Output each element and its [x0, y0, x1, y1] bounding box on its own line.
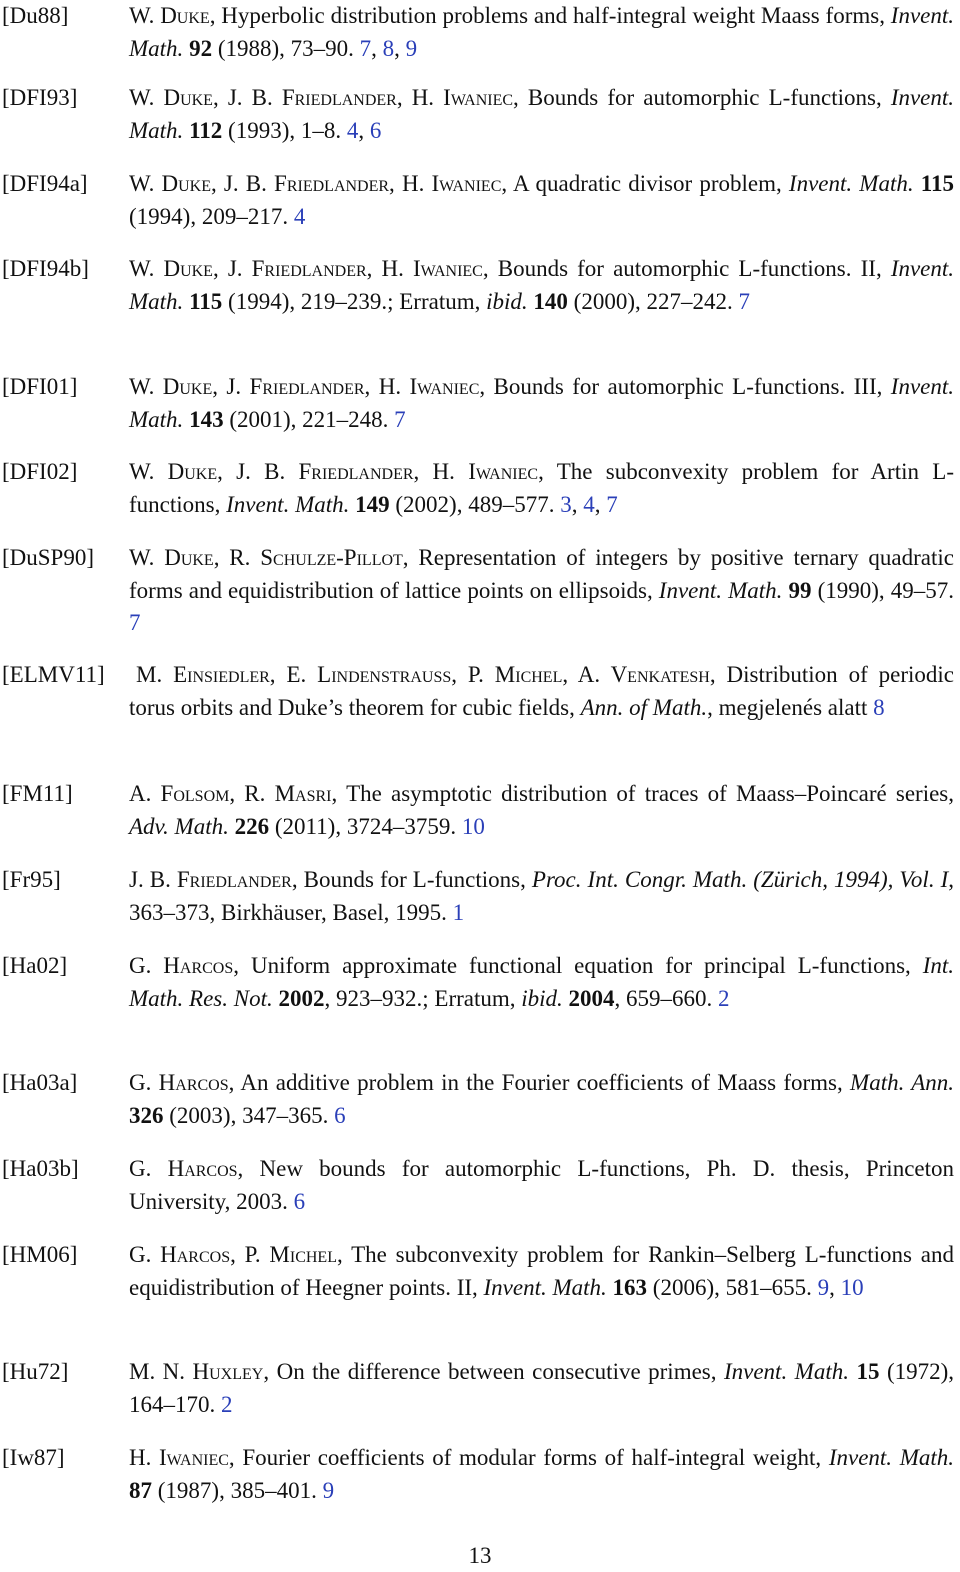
backref-link[interactable]: 6 — [369, 117, 382, 143]
reference-key: [Ha02] — [2, 953, 68, 978]
reference-key: [Ha03b] — [2, 1156, 79, 1181]
reference-body: G. Harcos, Uniform approximate functional equation for principal L-functions, Int. Math. Res. Not. 2002, 923–932.; Erratum, ibid. 2004, 659–660. 2 — [129, 953, 955, 1011]
backref-link[interactable]: 7 — [359, 35, 372, 61]
reference-journal: Invent. Math. — [129, 3, 955, 61]
reference-erratum-pages: (2000), 227–242. — [567, 288, 739, 314]
backref-link[interactable]: 7 — [394, 406, 406, 432]
reference-pages: (1972), 164–170. — [129, 1359, 955, 1417]
reference-key: [FM11] — [2, 781, 73, 806]
reference-key: [DFI94b] — [2, 256, 89, 281]
reference-erratum-journal: ibid. — [486, 288, 528, 314]
reference-body: M. Einsiedler, E. Lindenstrauss, P. Michel, A. Venkatesh, Distribution of periodic torus orbits and Duke’s theorem for cubic fields, Ann. of Math., megjelenés alatt 8 — [129, 662, 955, 720]
reference-pages: (1993), 1–8. — [222, 117, 347, 143]
reference-body: J. B. Friedlander, Bounds for L-functions, Proc. Int. Congr. Math. (Zürich, 1994), Vol. I, 363–373, Birkhäuser, Basel, 1995. 1 — [129, 867, 955, 925]
reference-journal: Invent. Math. — [483, 1274, 607, 1300]
reference-journal: Invent. Math. — [129, 374, 954, 432]
reference-title: Hyperbolic distribution problems and half-integral weight Maass forms — [221, 3, 880, 28]
reference-volume: 99 — [788, 577, 812, 603]
reference-journal: Invent. Math. — [658, 577, 783, 603]
reference-pages: (1994), 209–217. — [129, 203, 294, 229]
reference-title: Representation of integers by positive ternary quadratic forms and equidistribution of lattice points on ellipsoids — [129, 545, 954, 603]
reference-key: [Fr95] — [2, 867, 61, 892]
reference-journal: Math. Ann. — [850, 1070, 955, 1095]
reference-volume: 149 — [355, 491, 390, 517]
reference-volume: 92 — [189, 35, 213, 61]
backref-link[interactable]: 4 — [583, 491, 595, 517]
reference-body: W. Duke, J. Friedlander, H. Iwaniec, Bounds for automorphic L-functions. II, Invent. Math. 115 (1994), 219–239.; Erratum, ibid. 140 (2000), 227–242. 7 — [129, 256, 955, 314]
reference-authors: W. Duke, J. Friedlander, H. Iwaniec — [129, 374, 480, 399]
reference-key: [Du88] — [2, 3, 69, 28]
reference-body: W. Duke, Hyperbolic distribution problems and half-integral weight Maass forms, Invent. Math. 92 (1988), 73–90. 7, 8, 9 — [129, 3, 955, 61]
reference-authors: A. Folsom, R. Masri — [129, 781, 332, 806]
reference-title: On the difference between consecutive primes — [276, 1359, 711, 1384]
reference-pages: (1988), 73–90. — [212, 35, 360, 61]
reference-volume: 112 — [189, 117, 223, 143]
backref-link[interactable]: 6 — [334, 1102, 346, 1128]
reference-authors: H. Iwaniec — [129, 1445, 229, 1470]
reference-title: Bounds for automorphic L-functions — [527, 85, 876, 110]
reference-journal: Invent. Math. — [226, 491, 350, 517]
reference-body: A. Folsom, R. Masri, The asymptotic distribution of traces of Maass–Poincaré series, Adv. Math. 226 (2011), 3724–3759. 10 — [129, 781, 955, 839]
reference-volume: 163 — [612, 1274, 648, 1300]
reference-title: New bounds for automorphic L-functions, Ph. D. thesis, Princeton University, 2003. — [129, 1156, 954, 1214]
reference-authors: M. N. Huxley — [129, 1359, 264, 1384]
reference-volume: 115 — [920, 171, 954, 196]
page-number: 13 — [468, 1543, 492, 1568]
reference-pages: (2006), 581–655. — [647, 1274, 818, 1300]
reference-authors: G. Harcos — [129, 1070, 229, 1095]
reference-key: [DFI02] — [2, 459, 78, 484]
reference-authors: J. B. Friedlander — [129, 867, 292, 892]
reference-erratum-journal: ibid. — [521, 985, 563, 1011]
reference-authors: W. Duke, J. Friedlander, H. Iwaniec — [129, 256, 483, 281]
backref-link[interactable]: 7 — [606, 491, 618, 517]
reference-authors: W. Duke, J. B. Friedlander, H. Iwaniec — [129, 171, 502, 196]
backref-link[interactable]: 1 — [452, 899, 465, 925]
reference-authors: G. Harcos, P. Michel — [129, 1242, 337, 1267]
reference-erratum-volume: 140 — [533, 288, 568, 314]
reference-title: A quadratic divisor problem — [513, 171, 776, 196]
reference-volume: 226 — [234, 813, 270, 839]
reference-volume: 143 — [189, 406, 224, 432]
reference-key: [Iw87] — [2, 1445, 65, 1470]
backref-link[interactable]: 9 — [405, 35, 418, 61]
reference-volume: 87 — [129, 1477, 152, 1503]
reference-title: An additive problem in the Fourier coefficients of Maass forms — [240, 1070, 837, 1095]
reference-journal: Invent. Math. — [129, 85, 955, 143]
reference-body: W. Duke, R. Schulze-Pillot, Representation of integers by positive ternary quadratic forms and equidistribution of lattice points on ellipsoids, Invent. Math. 99 (1990), 49–57. 7 — [129, 545, 954, 635]
backref-link[interactable]: 7 — [129, 610, 141, 635]
reference-erratum-volume: 2004 — [568, 985, 615, 1011]
reference-body: W. Duke, J. B. Friedlander, H. Iwaniec, A quadratic divisor problem, Invent. Math. 115 (1994), 209–217. 4 — [129, 171, 954, 229]
backref-link[interactable]: 2 — [718, 985, 730, 1011]
reference-journal: Proc. Int. Congr. Math. (Zürich, 1994), Vol. I — [531, 867, 949, 892]
backref-link[interactable]: 10 — [461, 813, 485, 839]
backref-link[interactable]: 8 — [873, 694, 885, 720]
reference-body: W. Duke, J. B. Friedlander, H. Iwaniec, The subconvexity problem for Artin L-functions, Invent. Math. 149 (2002), 489–577. 3, 4, 7 — [129, 459, 954, 517]
reference-pages: (1994), 219–239.; Erratum, — [222, 288, 487, 314]
reference-journal: Invent. Math. — [788, 171, 914, 196]
reference-key: [ELMV11] — [2, 662, 105, 687]
reference-title: Distribution of periodic torus orbits and Duke’s theorem for cubic fields — [129, 662, 955, 720]
reference-pages: (1987), 385–401. — [152, 1477, 323, 1503]
reference-pages: (2001), 221–248. — [223, 406, 395, 432]
reference-pages: , 923–932.; Erratum, — [324, 985, 522, 1011]
reference-key: [DFI01] — [2, 374, 78, 399]
reference-journal: Adv. Math. — [129, 813, 229, 839]
reference-erratum-pages: , 659–660. — [614, 985, 719, 1011]
reference-key: [Ha03a] — [2, 1070, 78, 1095]
reference-status: , megjelenés alatt — [707, 694, 874, 720]
backref-link[interactable]: 3 — [560, 491, 572, 517]
reference-key: [DFI94a] — [2, 171, 88, 196]
reference-key: [HM06] — [2, 1242, 78, 1267]
reference-journal: Int. Math. Res. Not. — [129, 953, 955, 1011]
reference-body: M. N. Huxley, On the difference between consecutive primes, Invent. Math. 15 (1972), 164–170. 2 — [129, 1359, 955, 1417]
backref-link[interactable]: 4 — [293, 203, 306, 229]
reference-pages: (1990), 49–57. — [811, 577, 954, 603]
reference-authors: G. Harcos — [129, 953, 234, 978]
reference-body: G. Harcos, New bounds for automorphic L-functions, Ph. D. thesis, Princeton University, 2003. 6 — [129, 1156, 954, 1214]
reference-authors: G. Harcos — [129, 1156, 238, 1181]
reference-key: [DuSP90] — [2, 545, 95, 570]
reference-body: H. Iwaniec, Fourier coefficients of modular forms of half-integral weight, Invent. Math. 87 (1987), 385–401. 9 — [129, 1445, 955, 1503]
reference-body: W. Duke, J. Friedlander, H. Iwaniec, Bounds for automorphic L-functions. III, Invent. Math. 143 (2001), 221–248. 7 — [129, 374, 954, 432]
reference-title: Fourier coefficients of modular forms of half-integral weight — [242, 1445, 816, 1470]
backref-link[interactable]: 7 — [738, 288, 750, 314]
reference-title: The subconvexity problem for Rankin–Selberg L-functions and equidistribution of Heegner points. II — [129, 1242, 954, 1300]
reference-authors: M. Einsiedler, E. Lindenstrauss, P. Michel, A. Venkatesh — [136, 662, 710, 687]
reference-journal: Invent. Math. — [828, 1445, 955, 1470]
backref-link[interactable]: 4 — [346, 117, 359, 143]
reference-title: Bounds for automorphic L-functions. III — [493, 374, 877, 399]
reference-body: W. Duke, J. B. Friedlander, H. Iwaniec, Bounds for automorphic L-functions, Invent. Math. 112 (1993), 1–8. 4, 6 — [129, 85, 955, 143]
reference-pages: (2002), 489–577. — [389, 491, 561, 517]
reference-volume: 2002 — [278, 985, 325, 1011]
reference-journal: Ann. of Math. — [580, 694, 708, 720]
reference-title: The subconvexity problem for Artin L-functions — [129, 459, 954, 517]
reference-title: Bounds for L-functions — [303, 867, 521, 892]
reference-pages: , 363–373, Birkhäuser, Basel, 1995. — [129, 867, 955, 925]
reference-pages: (2003), 347–365. — [163, 1102, 335, 1128]
reference-journal: Invent. Math. — [129, 256, 955, 314]
reference-pages: (2011), 3724–3759. — [269, 813, 462, 839]
reference-volume: 326 — [129, 1102, 164, 1128]
reference-authors: W. Duke, J. B. Friedlander, H. Iwaniec — [129, 459, 539, 484]
backref-link[interactable]: 9 — [322, 1477, 335, 1503]
reference-key: [Hu72] — [2, 1359, 69, 1384]
reference-body: G. Harcos, An additive problem in the Fourier coefficients of Maass forms, Math. Ann. 326 (2003), 347–365. 6 — [129, 1070, 955, 1128]
backref-link[interactable]: 9 — [817, 1274, 830, 1300]
reference-title: Uniform approximate functional equation for principal L-functions — [250, 953, 906, 978]
backref-link[interactable]: 6 — [293, 1188, 306, 1214]
reference-authors: W. Duke — [129, 3, 210, 28]
reference-authors: W. Duke, J. B. Friedlander, H. Iwaniec — [129, 85, 514, 110]
reference-title: Bounds for automorphic L-functions. II — [497, 256, 876, 281]
backref-link[interactable]: 8 — [382, 35, 395, 61]
reference-volume: 115 — [189, 288, 223, 314]
reference-authors: W. Duke, R. Schulze-Pillot — [129, 545, 403, 570]
backref-link[interactable]: 10 — [840, 1274, 864, 1300]
reference-body: G. Harcos, P. Michel, The subconvexity problem for Rankin–Selberg L-functions and equidistribution of Heegner points. II, Invent. Math. 163 (2006), 581–655. 9, 10 — [129, 1242, 954, 1300]
reference-volume: 15 — [856, 1359, 880, 1384]
reference-key: [DFI93] — [2, 85, 78, 110]
reference-title: The asymptotic distribution of traces of Maass–Poincaré series — [346, 781, 949, 806]
backref-link[interactable]: 2 — [221, 1391, 233, 1417]
reference-journal: Invent. Math. — [723, 1359, 849, 1384]
